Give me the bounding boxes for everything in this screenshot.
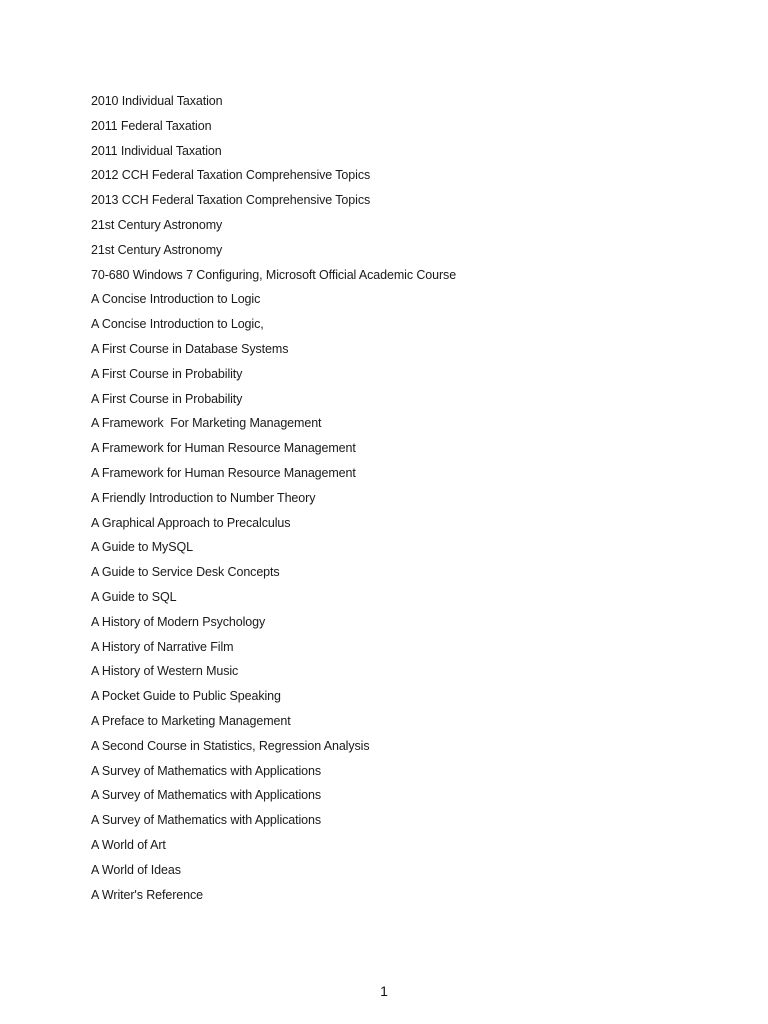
book-title: A Second Course in Statistics, Regression Analysis	[91, 738, 370, 753]
book-title: A Pocket Guide to Public Speaking	[91, 689, 281, 704]
book-title: A Survey of Mathematics with Applications	[91, 813, 322, 828]
book-title: A World of Art	[91, 837, 166, 852]
book-title: 2011 Federal Taxation	[91, 118, 212, 133]
book-title: A Friendly Introduction to Number Theory	[91, 490, 316, 505]
book-title: 2010 Individual Taxation	[91, 94, 223, 108]
book-title: A Graphical Approach to Precalculus	[91, 515, 291, 530]
book-title: A Guide to MySQL	[91, 540, 193, 555]
book-title: A Preface to Marketing Management	[91, 713, 291, 728]
book-title: A Guide to Service Desk Concepts	[91, 565, 280, 580]
book-title: 21st Century Astronomy	[91, 242, 223, 257]
book-title: A Framework for Human Resource Management	[91, 441, 356, 456]
book-title: A Framework For Marketing Management	[91, 416, 322, 431]
book-title: 2011 Individual Taxation	[91, 143, 222, 158]
book-title: A Concise Introduction to Logic	[91, 292, 261, 307]
book-title: A First Course in Database Systems	[91, 341, 289, 356]
book-title: A First Course in Probability	[91, 391, 243, 406]
book-title: A Guide to SQL	[91, 589, 177, 604]
book-title: A History of Western Music	[91, 664, 239, 679]
book-title: A Writer's Reference	[91, 887, 204, 902]
book-title: A Framework for Human Resource Management	[91, 465, 356, 480]
book-title: A Survey of Mathematics with Applications	[91, 788, 322, 803]
book-title: A First Course in Probability	[91, 366, 243, 381]
book-title: 2013 CCH Federal Taxation Comprehensive Topics	[91, 193, 371, 208]
book-title: 70-680 Windows 7 Configuring, Microsoft Official Academic Course	[91, 267, 457, 282]
book-title: A History of Narrative Film	[91, 639, 234, 654]
book-title: 21st Century Astronomy	[91, 217, 223, 232]
book-title: 2012 CCH Federal Taxation Comprehensive Topics	[91, 168, 371, 183]
book-title-list	[91, 92, 456, 910]
page-number: 1	[380, 983, 388, 999]
book-title: A World of Ideas	[91, 862, 181, 877]
book-title: A History of Modern Psychology	[91, 614, 266, 629]
book-title: A Concise Introduction to Logic,	[91, 317, 264, 332]
book-title: A Survey of Mathematics with Applications	[91, 763, 322, 778]
